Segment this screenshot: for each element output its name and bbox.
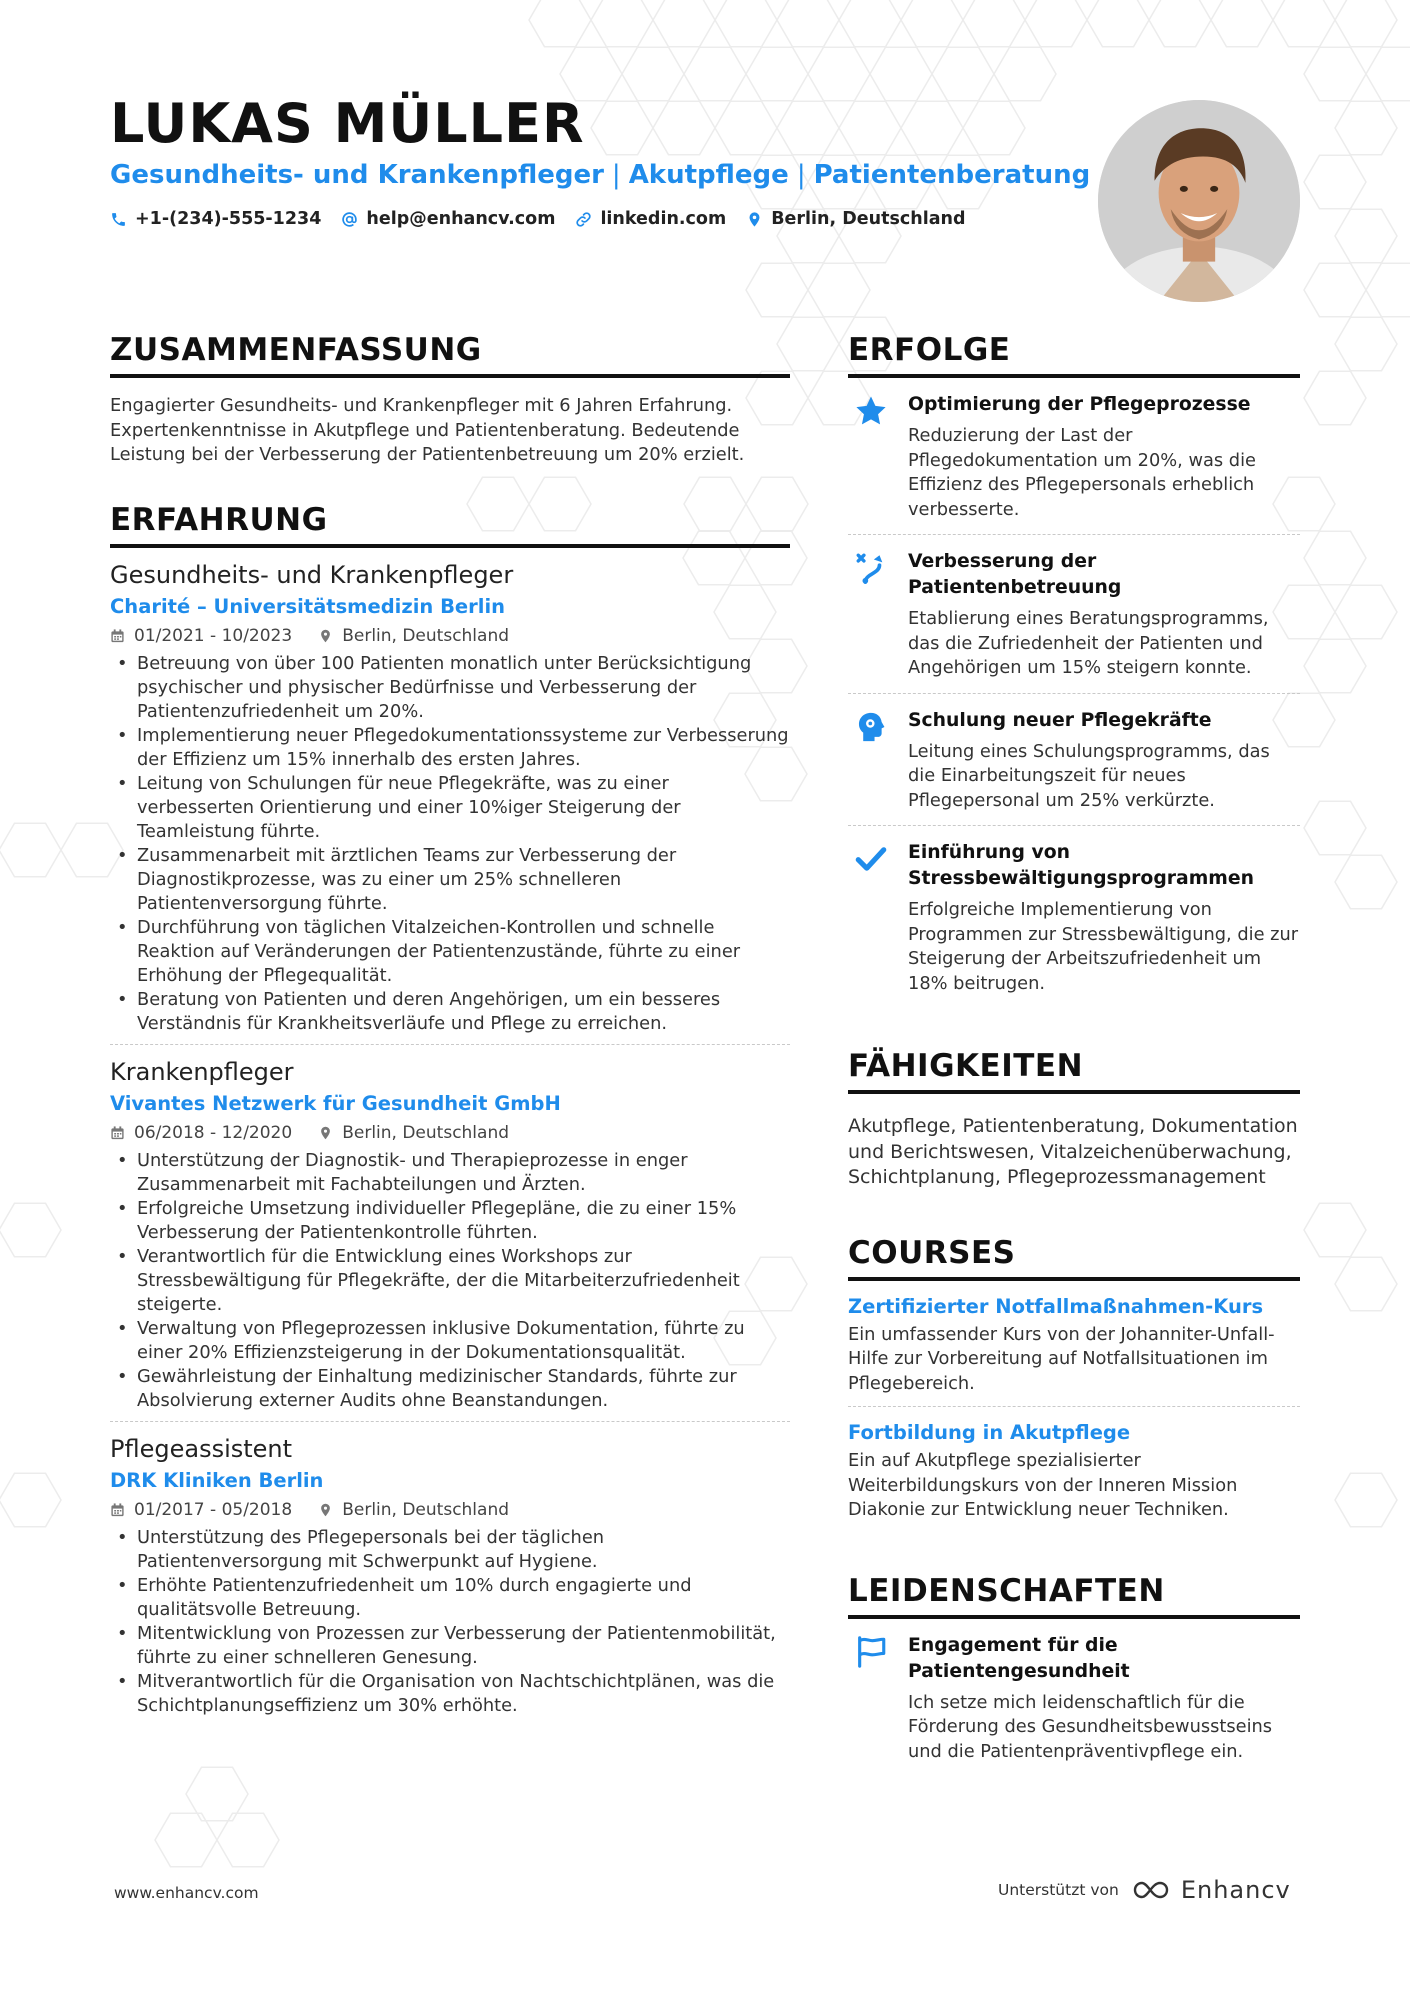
achievement-desc: Etablierung eines Beratungsprogramms, das die Zufriedenheit der Patienten und Angehörigen um 15% steigern konnte.	[908, 608, 1269, 678]
head-icon	[854, 710, 888, 744]
hexagon-shape	[1304, 263, 1366, 317]
hexagon-shape	[591, 101, 653, 155]
hexagon-shape	[808, 47, 870, 101]
hexagon-shape	[1335, 209, 1397, 263]
achievements-heading: ERFOLGE	[848, 332, 1300, 378]
job-dates	[110, 1119, 292, 1147]
hexagon-shape	[994, 47, 1056, 101]
phone-icon	[110, 211, 127, 228]
job-company: Charité – Universitätsmedizin Berlin	[110, 594, 506, 618]
skills-heading: FÄHIGKEITEN	[848, 1048, 1300, 1094]
hexagon-shape	[1366, 263, 1410, 317]
achievement-icon-wrap	[848, 708, 894, 814]
job-bullet: • Zusammenarbeit mit ärztlichen Teams zur Verbesserung der Diagnostikprozesse, was zu einer um 25% schnelleren Patientenversorgung führte.	[110, 844, 790, 916]
location-pin-icon	[318, 1502, 333, 1518]
job-bullet: • Implementierung neuer Pflegedokumentationssysteme zur Verbesserung der Effizienz um 15% innerhalb des ersten Jahres.	[110, 724, 790, 772]
hexagon-shape	[1304, 47, 1366, 101]
achievement-item	[848, 694, 1300, 827]
job-bullet: • Verwaltung von Pflegeprozessen inklusive Dokumentation, führte zu einer 20% Effizienzsteigerung in der Dokumentationsqualität.	[110, 1317, 790, 1365]
job-meta	[110, 1496, 790, 1524]
passion-list	[848, 1619, 1300, 1777]
course-title: Zertifizierter Notfallmaßnahmen-Kurs	[848, 1294, 1264, 1318]
hexagon-shape	[839, 101, 901, 155]
experience-heading: ERFAHRUNG	[110, 502, 790, 548]
hexagon-shape	[591, 0, 653, 47]
hexagon-shape	[1335, 1473, 1397, 1527]
hexagon-shape	[622, 47, 684, 101]
job-bullet: • Verantwortlich für die Entwicklung eines Workshops zur Stressbewältigung für Pflegekräfte, der die Mitarbeiterzufriedenheit steigerte.	[110, 1245, 790, 1317]
link-icon	[575, 211, 592, 228]
hexagon-shape	[932, 47, 994, 101]
job-title: Pflegeassistent	[110, 1434, 293, 1463]
job-title: Krankenpfleger	[110, 1057, 294, 1086]
job-bullet: • Gewährleistung der Einhaltung medizinischer Standards, führte zur Absolvierung externer Audits ohne Beanstandungen.	[110, 1365, 790, 1413]
calendar-icon	[110, 1125, 125, 1141]
hexagon-shape	[1211, 0, 1273, 47]
job-entry	[110, 548, 790, 1045]
job-bullet: • Erfolgreiche Umsetzung individueller Pflegepläne, die zu einer 15% Verbesserung der Patientenkontrolle führten.	[110, 1197, 790, 1245]
hexagon-shape	[777, 0, 839, 47]
job-bullets	[110, 1526, 790, 1718]
achievement-desc: Leitung eines Schulungsprogramms, das die Einarbeitungszeit für neues Pflegepersonal um 25% verkürzte.	[908, 740, 1270, 811]
flag-icon	[854, 1635, 888, 1669]
hexagon-shape	[746, 263, 808, 317]
hexagon-shape	[1335, 585, 1397, 639]
courses-section	[848, 1235, 1300, 1533]
skills-text: Akutpflege, Patientenberatung, Dokumentation und Berichtswesen, Vitalzeichenüberwachung, Schichtplanung, Pflegeprozessmanagement	[848, 1115, 1298, 1188]
job-bullet: • Unterstützung der Diagnostik- und Therapieprozesse in enger Zusammenarbeit mit Fachabteilungen und Ärzten.	[110, 1149, 790, 1197]
achievement-title: Einführung von Stressbewältigungsprogrammen	[908, 842, 1254, 889]
hexagon-shape	[746, 47, 808, 101]
hexagon-shape	[808, 263, 870, 317]
hexagon-shape	[1335, 317, 1397, 371]
passion-icon-wrap	[848, 1633, 894, 1765]
hexagon-shape	[529, 0, 591, 47]
job-list	[110, 548, 790, 1726]
hexagon-shape	[1304, 1203, 1366, 1257]
job-location-text: Berlin, Deutschland	[342, 625, 510, 646]
at-icon	[341, 211, 358, 228]
calendar-icon	[110, 628, 125, 644]
email-text: help@enhancv.com	[366, 209, 556, 229]
summary-section	[110, 332, 790, 468]
hexagon-shape	[1273, 0, 1335, 47]
location-text: Berlin, Deutschland	[771, 209, 966, 229]
job-location	[318, 1496, 509, 1524]
contact-location	[746, 209, 965, 229]
linkedin-text: linkedin.com	[600, 209, 727, 229]
job-dates-text: 06/2018 - 12/2020	[134, 1122, 293, 1143]
passion-title: Engagement für die Patientengesundheit	[908, 1634, 1130, 1682]
course-item	[848, 1281, 1300, 1408]
job-bullet: • Erhöhte Patientenzufriedenheit um 10% durch engagierte und qualitätsvolle Betreuung.	[110, 1574, 790, 1622]
hexagon-shape	[653, 0, 715, 47]
hexagon-shape	[1149, 0, 1211, 47]
right-column	[848, 332, 1300, 1810]
achievement-item	[848, 826, 1300, 1008]
job-meta	[110, 1119, 790, 1147]
hexagon-shape	[1304, 531, 1366, 585]
headline-title-3: Patientenberatung	[813, 160, 1091, 190]
avatar-illustration	[1098, 100, 1300, 302]
contact-email[interactable]	[341, 209, 555, 229]
location-pin-icon	[746, 211, 763, 228]
achievement-item	[848, 378, 1300, 535]
hexagon-shape	[963, 101, 1025, 155]
headline	[110, 160, 1090, 190]
route-icon	[854, 551, 888, 585]
achievement-title: Optimierung der Pflegeprozesse	[908, 394, 1251, 415]
hexagon-shape	[1335, 101, 1397, 155]
job-location	[318, 1119, 509, 1147]
powered-by-text: Unterstützt von	[998, 1881, 1119, 1899]
hexagon-shape	[715, 0, 777, 47]
job-location-text: Berlin, Deutschland	[342, 1122, 510, 1143]
job-company: DRK Kliniken Berlin	[110, 1468, 324, 1492]
contact-linkedin[interactable]	[575, 209, 726, 229]
job-bullets	[110, 1149, 790, 1413]
contact-bar	[110, 209, 966, 229]
hexagon-shape	[839, 0, 901, 47]
location-pin-icon	[318, 628, 333, 644]
hexagon-shape	[963, 0, 1025, 47]
hexagon-shape	[684, 47, 746, 101]
job-title: Gesundheits- und Krankenpfleger	[110, 560, 514, 589]
profile-photo	[1098, 100, 1300, 302]
hexagon-shape	[1335, 1257, 1397, 1311]
hexagon-shape	[870, 47, 932, 101]
summary-heading: ZUSAMMENFASSUNG	[110, 332, 790, 378]
brand-name: Enhancv	[1180, 1876, 1291, 1904]
job-bullet: • Beratung von Patienten und deren Angehörigen, um ein besseres Verständnis für Krankheitsverläufe und Pflege zu erreichen.	[110, 988, 790, 1036]
courses-heading: COURSES	[848, 1235, 1300, 1281]
hexagon-shape	[777, 101, 839, 155]
achievement-title: Schulung neuer Pflegekräfte	[908, 709, 1212, 731]
hexagon-shape	[0, 823, 61, 877]
job-entry	[110, 1422, 790, 1726]
hexagon-shape	[1304, 639, 1366, 693]
hexagon-shape	[1366, 47, 1410, 101]
hexagon-shape	[1335, 855, 1397, 909]
footer-branding	[998, 1876, 1291, 1904]
job-location	[318, 622, 509, 650]
hexagon-shape	[715, 101, 777, 155]
achievement-icon-wrap	[848, 549, 894, 681]
achievement-icon-wrap	[848, 840, 894, 996]
course-desc: Ein auf Akutpflege spezialisierter Weiterbildungskurs von der Inneren Mission Diakonie zur Entwicklung neuer Techniken.	[848, 1450, 1238, 1520]
job-dates	[110, 622, 292, 650]
hexagon-shape	[653, 101, 715, 155]
course-list	[848, 1281, 1300, 1533]
calendar-icon	[110, 1502, 125, 1518]
job-entry	[110, 1045, 790, 1422]
hexagon-shape	[0, 1203, 61, 1257]
hexagon-shape	[901, 0, 963, 47]
summary-text: Engagierter Gesundheits- und Krankenpfleger mit 6 Jahren Erfahrung. Expertenkenntnisse in Akutpflege und Patientenberatung. Bedeutende Leistung bei der Verbesserung der Patientenbetreuung um 20% erzielt.	[110, 395, 745, 465]
job-bullets	[110, 652, 790, 1036]
job-meta	[110, 622, 790, 650]
passions-heading: LEIDENSCHAFTEN	[848, 1573, 1300, 1619]
job-dates	[110, 1496, 292, 1524]
achievement-desc: Erfolgreiche Implementierung von Programmen zur Stressbewältigung, die zur Steigerung der Arbeitszufriedenheit um 18% beitrugen.	[908, 899, 1299, 994]
achievements-section	[848, 332, 1300, 1008]
job-dates-text: 01/2021 - 10/2023	[134, 625, 293, 646]
headline-title-2: Akutpflege	[628, 160, 789, 190]
location-pin-icon	[318, 1125, 333, 1141]
headline-separator: |	[611, 160, 621, 190]
hexagon-shape	[1304, 371, 1366, 425]
candidate-name: LUKAS MÜLLER	[110, 92, 585, 155]
hexagon-shape	[901, 101, 963, 155]
contact-phone[interactable]	[110, 209, 321, 229]
job-bullet: • Mitverantwortlich für die Organisation von Nachtschichtplänen, was die Schichtplanungseffizienz um 30% erhöhte.	[110, 1670, 790, 1718]
course-desc: Ein umfassender Kurs von der Johanniter-Unfall-Hilfe zur Vorbereitung auf Notfallsituationen im Pflegebereich.	[848, 1323, 1275, 1394]
hexagon-shape	[1335, 0, 1397, 47]
hexagon-shape	[1087, 0, 1149, 47]
job-location-text: Berlin, Deutschland	[342, 1499, 510, 1520]
hexagon-shape	[1304, 801, 1366, 855]
hexagon-shape	[1025, 0, 1087, 47]
achievement-icon-wrap	[848, 392, 894, 522]
headline-separator: |	[796, 160, 806, 190]
hexagon-shape	[1304, 155, 1366, 209]
left-column	[110, 332, 790, 1760]
job-bullet: • Betreuung von über 100 Patienten monatlich unter Berücksichtigung psychischer und physischer Bedürfnisse und Verbesserung der Patientenzufriedenheit um 20%.	[110, 652, 790, 724]
achievement-list	[848, 378, 1300, 1008]
check-icon	[854, 842, 888, 876]
star-icon	[854, 394, 888, 428]
phone-text: +1-(234)-555-1234	[135, 209, 322, 229]
hexagon-shape	[0, 1473, 61, 1527]
experience-section	[110, 502, 790, 1726]
headline-title-1: Gesundheits- und Krankenpfleger	[110, 160, 604, 190]
passion-desc: Ich setze mich leidenschaftlich für die Förderung des Gesundheitsbewusstseins und die Patientenpräventivpflege ein.	[908, 1691, 1273, 1762]
achievement-title: Verbesserung der Patientenbetreuung	[908, 551, 1122, 598]
job-bullet: • Mitentwicklung von Prozessen zur Verbesserung der Patientenmobilität, führte zu einer schnelleren Genesung.	[110, 1622, 790, 1670]
achievement-item	[848, 535, 1300, 694]
course-item	[848, 1407, 1300, 1533]
passion-item	[848, 1619, 1300, 1777]
passions-section	[848, 1573, 1300, 1777]
course-title: Fortbildung in Akutpflege	[848, 1421, 1131, 1444]
job-dates-text: 01/2017 - 05/2018	[134, 1499, 293, 1520]
job-company: Vivantes Netzwerk für Gesundheit GmbH	[110, 1091, 561, 1115]
brand-logo[interactable]	[1131, 1876, 1291, 1904]
achievement-desc: Reduzierung der Last der Pflegedokumentation um 20%, was die Effizienz des Pflegepersonals erheblich verbesserte.	[908, 425, 1256, 520]
skills-section	[848, 1048, 1300, 1191]
job-bullet: • Leitung von Schulungen für neue Pflegekräfte, was zu einer verbesserten Orientierung und einer 10%iger Steigerung der Teamleistung führte.	[110, 772, 790, 844]
footer-website[interactable]: www.enhancv.com	[114, 1884, 259, 1902]
job-bullet: • Durchführung von täglichen Vitalzeichen-Kontrollen und schnelle Reaktion auf Veränderungen der Patientenzustände, führte zu einer Erhöhung der Pflegequalität.	[110, 916, 790, 988]
job-bullet: • Unterstützung des Pflegepersonals bei der täglichen Patientenversorgung mit Schwerpunkt auf Hygiene.	[110, 1526, 790, 1574]
enhancv-logo-icon	[1131, 1878, 1175, 1902]
